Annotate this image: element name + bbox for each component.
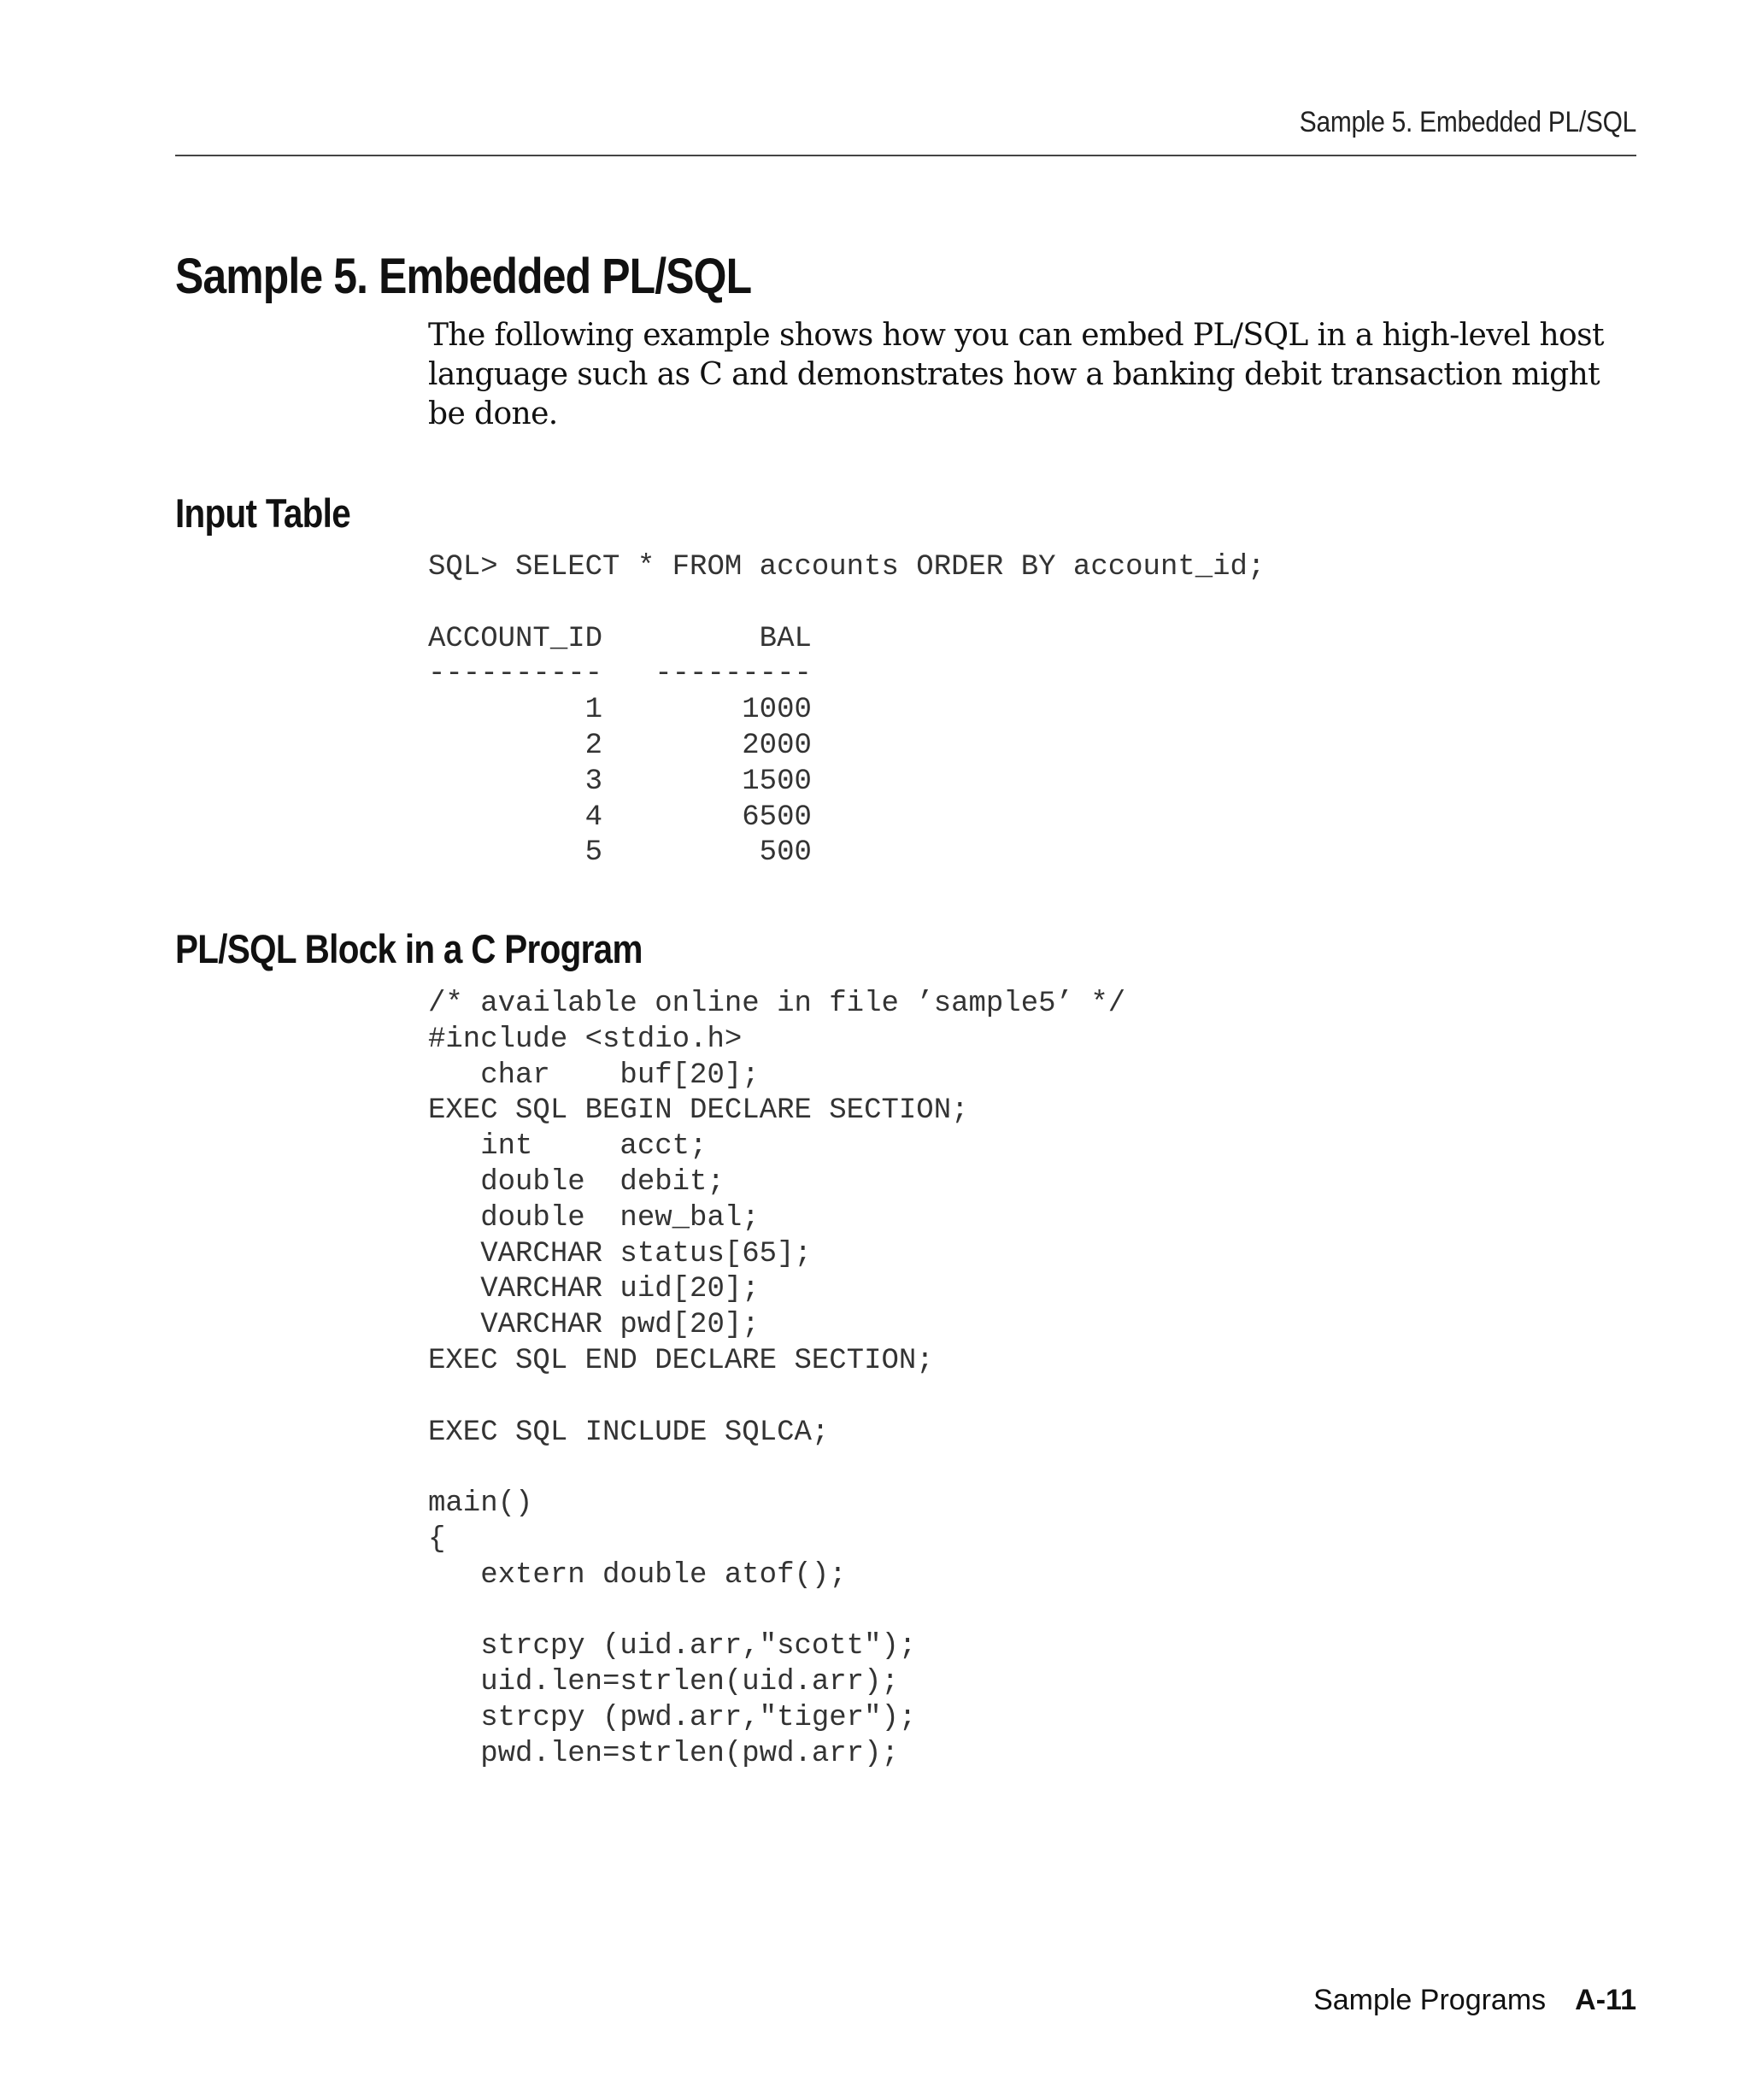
code-line: uid.len=strlen(uid.arr); — [428, 1666, 899, 1699]
page-footer — [1313, 1984, 1636, 2017]
code-line: 3 1500 — [428, 765, 812, 798]
intro-paragraph: The following example shows how you can embed PL/SQL in a high-level host language such as C and demonstrates how a banking debit transaction might be done. — [428, 318, 1604, 431]
page-number: A-11 — [1575, 1984, 1636, 2016]
code-line: double new_bal; — [428, 1201, 760, 1235]
code-line — [428, 1380, 1125, 1416]
code-line: 2 2000 — [428, 729, 812, 762]
code-line — [428, 1594, 1125, 1630]
code-line: strcpy (pwd.arr,"tiger"); — [428, 1701, 917, 1734]
code-line: 5 500 — [428, 836, 812, 870]
footer-section-title: Sample Programs — [1313, 1984, 1547, 2016]
code-line: main() — [428, 1487, 533, 1521]
code-line: EXEC SQL BEGIN DECLARE SECTION; — [428, 1094, 969, 1128]
running-header: Sample 5. Embedded PL/SQL — [1299, 106, 1636, 138]
code-line: 1 1000 — [428, 694, 812, 727]
input-table-code-block — [428, 550, 1265, 871]
header-divider — [175, 155, 1636, 156]
code-line: strcpy (uid.arr,"scott"); — [428, 1630, 917, 1663]
code-line: int acct; — [428, 1130, 708, 1164]
plsql-block-heading: PL/SQL Block in a C Program — [175, 926, 643, 971]
code-line: VARCHAR uid[20]; — [428, 1273, 760, 1306]
code-line: ---------- --------- — [428, 658, 812, 691]
code-line: pwd.len=strlen(pwd.arr); — [428, 1737, 899, 1770]
code-line — [428, 1451, 1125, 1487]
plsql-code-block — [428, 987, 1125, 1773]
code-line — [428, 586, 1265, 622]
code-line: 4 6500 — [428, 801, 812, 834]
code-line: ACCOUNT_ID BAL — [428, 622, 812, 655]
code-line: char buf[20]; — [428, 1059, 760, 1092]
code-line: SQL> SELECT * FROM accounts ORDER BY account_id; — [428, 551, 1266, 584]
code-line: VARCHAR status[65]; — [428, 1237, 812, 1270]
code-line: VARCHAR pwd[20]; — [428, 1309, 760, 1342]
code-line: EXEC SQL INCLUDE SQLCA; — [428, 1416, 830, 1449]
code-line: EXEC SQL END DECLARE SECTION; — [428, 1344, 934, 1377]
code-line: double debit; — [428, 1165, 725, 1199]
code-line: #include <stdio.h> — [428, 1023, 743, 1056]
code-line: extern double atof(); — [428, 1558, 847, 1592]
code-line: /* available online in file ’sample5’ */ — [428, 988, 1126, 1020]
page-title: Sample 5. Embedded PL/SQL — [175, 249, 752, 304]
code-line: { — [428, 1522, 446, 1556]
input-table-heading: Input Table — [175, 490, 351, 536]
